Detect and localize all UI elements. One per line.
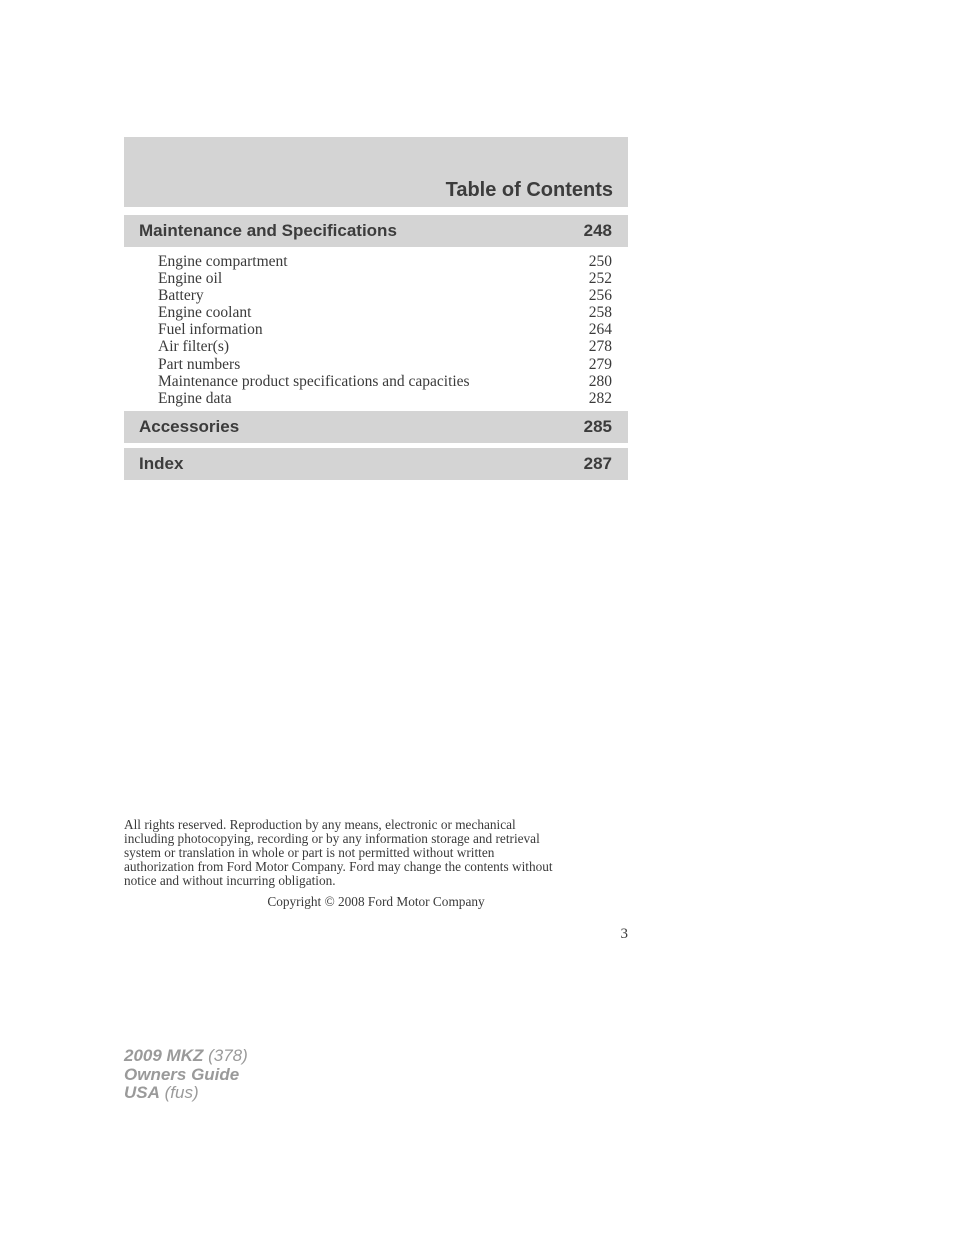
legal-notice [124,818,628,888]
legal-line: All rights reserved. Reproduction by any means, electronic or mechanical [124,817,516,832]
page-title: Table of Contents [445,179,613,201]
toc-section-index[interactable] [124,448,628,480]
page-number: 3 [620,926,628,942]
subsection-label: Air filter(s) [158,338,230,356]
toc-subsection[interactable] [158,287,612,304]
toc-subsection[interactable] [158,270,612,287]
subsection-page: 282 [588,389,612,407]
legal-line: including photocopying, recording or by any information storage and retrieval [124,831,540,846]
toc-section-maintenance[interactable] [124,215,628,247]
subsection-page: 256 [588,287,612,305]
footer-market-code: (fus) [164,1083,199,1102]
legal-line: notice and without incurring obligation. [124,873,336,888]
subsection-label: Fuel information [158,321,263,339]
toc-subsection[interactable] [158,321,612,338]
toc-subsection[interactable] [158,390,612,407]
subsection-label: Engine oil [158,270,223,288]
footer-market-line [124,1084,248,1103]
subsection-page: 279 [588,355,612,373]
subsection-page: 252 [588,270,612,288]
legal-line: system or translation in whole or part is not permitted without written [124,845,495,860]
toc-section-accessories[interactable] [124,411,628,443]
toc-subsection[interactable] [158,356,612,373]
subsection-label: Engine compartment [158,253,288,270]
subsection-page: 264 [588,321,612,339]
footer-guide: Owners Guide [124,1064,240,1084]
toc-subsection[interactable] [158,253,612,270]
section-page: 248 [583,221,612,240]
toc-subsection[interactable] [158,373,612,390]
toc-header [124,137,628,207]
section-label: Index [139,454,184,473]
subsection-label: Battery [158,287,204,305]
footer-model: 2009 MKZ [124,1046,204,1065]
section-page: 287 [583,454,612,473]
footer-market: USA [124,1083,160,1102]
legal-line: authorization from Ford Motor Company. Ford may change the contents without [124,859,553,874]
subsection-label: Maintenance product specifications and capacities [158,372,470,390]
copyright-notice: Copyright © 2008 Ford Motor Company [267,894,485,909]
subsection-label: Engine data [158,389,232,407]
subsection-page: 250 [588,253,612,270]
subsection-page: 258 [588,304,612,322]
toc-subsection[interactable] [158,304,612,321]
section-label: Maintenance and Specifications [139,221,397,240]
section-page: 285 [583,417,612,436]
subsection-page: 278 [588,338,612,356]
footer-model-code: (378) [208,1046,248,1065]
toc-subsection[interactable] [158,338,612,355]
subsection-page: 280 [588,372,612,390]
footer-guide-line [124,1066,248,1085]
section-label: Accessories [139,417,240,436]
subsection-list [158,253,612,407]
document-footer [124,1047,248,1103]
subsection-label: Engine coolant [158,304,252,322]
footer-model-line [124,1047,248,1066]
subsection-label: Part numbers [158,355,241,373]
